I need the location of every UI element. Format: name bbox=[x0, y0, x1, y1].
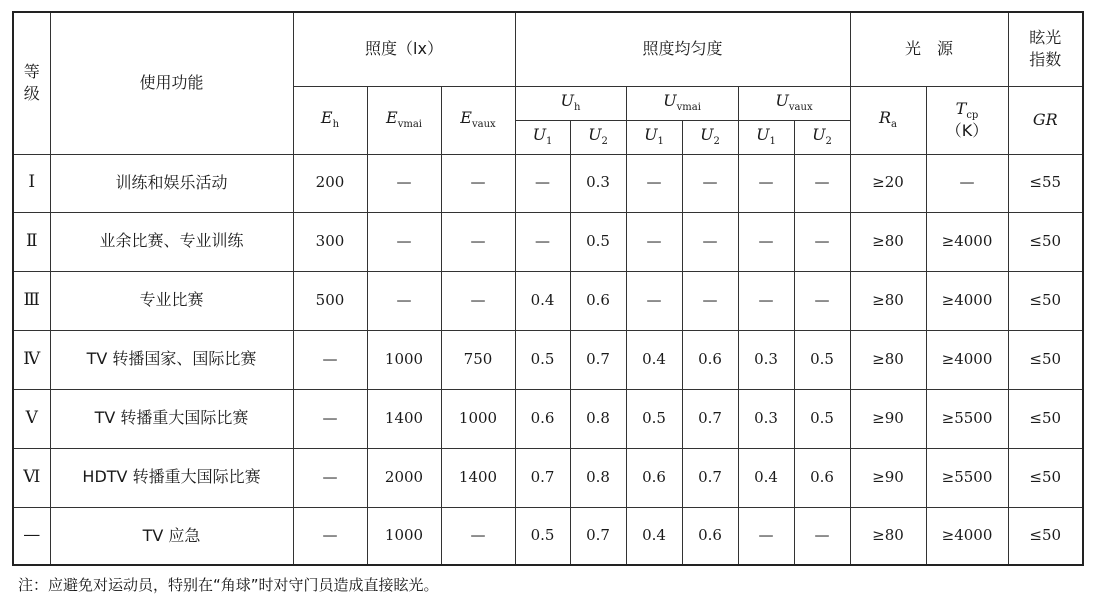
uvmai-u1-cell: — bbox=[626, 154, 682, 212]
grade-cell: Ⅳ bbox=[13, 330, 50, 389]
uh-u2-cell: 0.8 bbox=[570, 448, 626, 507]
uh-u1-cell: — bbox=[515, 212, 570, 271]
evaux-cell: 750 bbox=[441, 330, 515, 389]
evmai-symbol: $E_{vmai}$ bbox=[386, 108, 422, 131]
evmai-cell: — bbox=[367, 212, 441, 271]
uvaux-u1-cell: — bbox=[738, 212, 794, 271]
uvaux-u1-cell: — bbox=[738, 154, 794, 212]
tcp-cell: ≥5500 bbox=[926, 389, 1008, 448]
uvaux-u1-cell: 0.4 bbox=[738, 448, 794, 507]
header-evmai bbox=[367, 86, 441, 154]
ra-cell: ≥90 bbox=[850, 389, 926, 448]
tcp-cell: ≥5500 bbox=[926, 448, 1008, 507]
function-cell: 业余比赛、专业训练 bbox=[50, 212, 293, 271]
header-grade bbox=[13, 12, 50, 154]
header-uvaux-u2: $U_2$ bbox=[794, 120, 850, 154]
uvmai-u1-cell: — bbox=[626, 212, 682, 271]
header-grade-text: 等级 bbox=[23, 61, 40, 104]
uvmai-u2-cell: 0.6 bbox=[682, 330, 738, 389]
header-light-source: 光 源 bbox=[850, 12, 1008, 86]
header-tcp bbox=[926, 86, 1008, 154]
uvaux-u2-cell: 0.5 bbox=[794, 330, 850, 389]
gr-cell: ≤50 bbox=[1008, 271, 1083, 330]
evaux-cell: — bbox=[441, 154, 515, 212]
ra-cell: ≥20 bbox=[850, 154, 926, 212]
tcp-cell: — bbox=[926, 154, 1008, 212]
evaux-cell: — bbox=[441, 271, 515, 330]
header-function: 使用功能 bbox=[50, 12, 293, 154]
evaux-cell: 1000 bbox=[441, 389, 515, 448]
eh-cell: 300 bbox=[293, 212, 367, 271]
header-evaux bbox=[441, 86, 515, 154]
table-footnote: 注：应避免对运动员，特别在“角球”时对守门员造成直接眩光。 bbox=[18, 576, 439, 594]
uh-u2-cell: 0.7 bbox=[570, 507, 626, 565]
uh-symbol: $U_h$ bbox=[560, 91, 581, 114]
uh-u1-cell: 0.7 bbox=[515, 448, 570, 507]
uvaux-u2-cell: — bbox=[794, 507, 850, 565]
uh-u1-cell: 0.4 bbox=[515, 271, 570, 330]
uvmai-symbol: $U_{vmai}$ bbox=[663, 91, 701, 114]
grade-cell: Ⅲ bbox=[13, 271, 50, 330]
ra-cell: ≥80 bbox=[850, 271, 926, 330]
uh-u1-cell: 0.5 bbox=[515, 330, 570, 389]
grade-cell: Ⅴ bbox=[13, 389, 50, 448]
table-row bbox=[13, 448, 1083, 507]
eh-symbol: $E_h$ bbox=[320, 108, 340, 131]
table-row bbox=[13, 507, 1083, 565]
uvaux-u1-cell: — bbox=[738, 507, 794, 565]
uh-u2-cell: 0.5 bbox=[570, 212, 626, 271]
tcp-unit: （K） bbox=[945, 120, 989, 140]
function-cell: TV 转播重大国际比赛 bbox=[50, 389, 293, 448]
evaux-cell: — bbox=[441, 212, 515, 271]
uvmai-u1-cell: 0.5 bbox=[626, 389, 682, 448]
table-row bbox=[13, 212, 1083, 271]
header-uvmai-u2: $U_2$ bbox=[682, 120, 738, 154]
tcp-cell: ≥4000 bbox=[926, 330, 1008, 389]
gr-cell: ≤50 bbox=[1008, 507, 1083, 565]
header-uh-u2: $U_2$ bbox=[570, 120, 626, 154]
grade-cell: Ⅱ bbox=[13, 212, 50, 271]
evmai-cell: 1400 bbox=[367, 389, 441, 448]
uvmai-u2-cell: — bbox=[682, 271, 738, 330]
uh-u2-cell: 0.7 bbox=[570, 330, 626, 389]
header-gr bbox=[1008, 86, 1083, 154]
uvaux-u2-cell: — bbox=[794, 271, 850, 330]
uvmai-u2-cell: 0.6 bbox=[682, 507, 738, 565]
uh-u2-cell: 0.8 bbox=[570, 389, 626, 448]
uvmai-u2-cell: — bbox=[682, 212, 738, 271]
function-cell: TV 应急 bbox=[50, 507, 293, 565]
gr-symbol: GR bbox=[1032, 109, 1058, 129]
ra-symbol: $R_a$ bbox=[878, 108, 897, 131]
eh-cell: — bbox=[293, 448, 367, 507]
function-cell: 训练和娱乐活动 bbox=[50, 154, 293, 212]
grade-cell: Ⅵ bbox=[13, 448, 50, 507]
header-eh bbox=[293, 86, 367, 154]
uvaux-u1-cell: 0.3 bbox=[738, 330, 794, 389]
uvmai-u2-cell: 0.7 bbox=[682, 448, 738, 507]
header-ra bbox=[850, 86, 926, 154]
uh-u2-cell: 0.3 bbox=[570, 154, 626, 212]
header-glare-text: 眩光指数 bbox=[1029, 27, 1062, 70]
header-uvaux bbox=[738, 86, 850, 120]
uvmai-u2-cell: 0.7 bbox=[682, 389, 738, 448]
uvaux-symbol: $U_{vaux}$ bbox=[775, 91, 813, 114]
evmai-cell: — bbox=[367, 154, 441, 212]
evmai-cell: — bbox=[367, 271, 441, 330]
ra-cell: ≥80 bbox=[850, 330, 926, 389]
uvmai-u1-cell: 0.6 bbox=[626, 448, 682, 507]
gr-cell: ≤50 bbox=[1008, 212, 1083, 271]
uh-u2-cell: 0.6 bbox=[570, 271, 626, 330]
grade-cell: Ⅰ bbox=[13, 154, 50, 212]
evmai-cell: 1000 bbox=[367, 507, 441, 565]
table-row bbox=[13, 271, 1083, 330]
ra-cell: ≥80 bbox=[850, 212, 926, 271]
evaux-cell: 1400 bbox=[441, 448, 515, 507]
tcp-symbol: $T_{cp}$ bbox=[955, 98, 979, 122]
grade-cell: — bbox=[13, 507, 50, 565]
evaux-symbol: $E_{vaux}$ bbox=[460, 108, 496, 131]
lighting-standard-table bbox=[12, 11, 1084, 566]
uvaux-u2-cell: 0.5 bbox=[794, 389, 850, 448]
uh-u1-cell: 0.5 bbox=[515, 507, 570, 565]
uh-u1-cell: 0.6 bbox=[515, 389, 570, 448]
header-uvmai bbox=[626, 86, 738, 120]
tcp-cell: ≥4000 bbox=[926, 507, 1008, 565]
eh-cell: 200 bbox=[293, 154, 367, 212]
uvaux-u2-cell: — bbox=[794, 154, 850, 212]
header-uvmai-u1: $U_1$ bbox=[626, 120, 682, 154]
table-row bbox=[13, 389, 1083, 448]
ra-cell: ≥80 bbox=[850, 507, 926, 565]
table-row bbox=[13, 330, 1083, 389]
table-row bbox=[13, 154, 1083, 212]
tcp-cell: ≥4000 bbox=[926, 271, 1008, 330]
eh-cell: — bbox=[293, 507, 367, 565]
function-cell: TV 转播国家、国际比赛 bbox=[50, 330, 293, 389]
uvaux-u1-cell: — bbox=[738, 271, 794, 330]
gr-cell: ≤50 bbox=[1008, 389, 1083, 448]
uvaux-u2-cell: — bbox=[794, 212, 850, 271]
header-glare bbox=[1008, 12, 1083, 86]
uvmai-u1-cell: — bbox=[626, 271, 682, 330]
uvmai-u1-cell: 0.4 bbox=[626, 507, 682, 565]
header-illuminance: 照度（lx） bbox=[293, 12, 515, 86]
ra-cell: ≥90 bbox=[850, 448, 926, 507]
header-uh bbox=[515, 86, 626, 120]
eh-cell: — bbox=[293, 389, 367, 448]
eh-cell: 500 bbox=[293, 271, 367, 330]
header-uvaux-u1: $U_1$ bbox=[738, 120, 794, 154]
eh-cell: — bbox=[293, 330, 367, 389]
gr-cell: ≤50 bbox=[1008, 330, 1083, 389]
function-cell: HDTV 转播重大国际比赛 bbox=[50, 448, 293, 507]
gr-cell: ≤50 bbox=[1008, 448, 1083, 507]
header-uniformity: 照度均匀度 bbox=[515, 12, 850, 86]
uvaux-u1-cell: 0.3 bbox=[738, 389, 794, 448]
evaux-cell: — bbox=[441, 507, 515, 565]
uvaux-u2-cell: 0.6 bbox=[794, 448, 850, 507]
tcp-cell: ≥4000 bbox=[926, 212, 1008, 271]
header-uh-u1: $U_1$ bbox=[515, 120, 570, 154]
evmai-cell: 1000 bbox=[367, 330, 441, 389]
function-cell: 专业比赛 bbox=[50, 271, 293, 330]
uvmai-u1-cell: 0.4 bbox=[626, 330, 682, 389]
uvmai-u2-cell: — bbox=[682, 154, 738, 212]
gr-cell: ≤55 bbox=[1008, 154, 1083, 212]
uh-u1-cell: — bbox=[515, 154, 570, 212]
evmai-cell: 2000 bbox=[367, 448, 441, 507]
header-row-1 bbox=[13, 12, 1083, 86]
